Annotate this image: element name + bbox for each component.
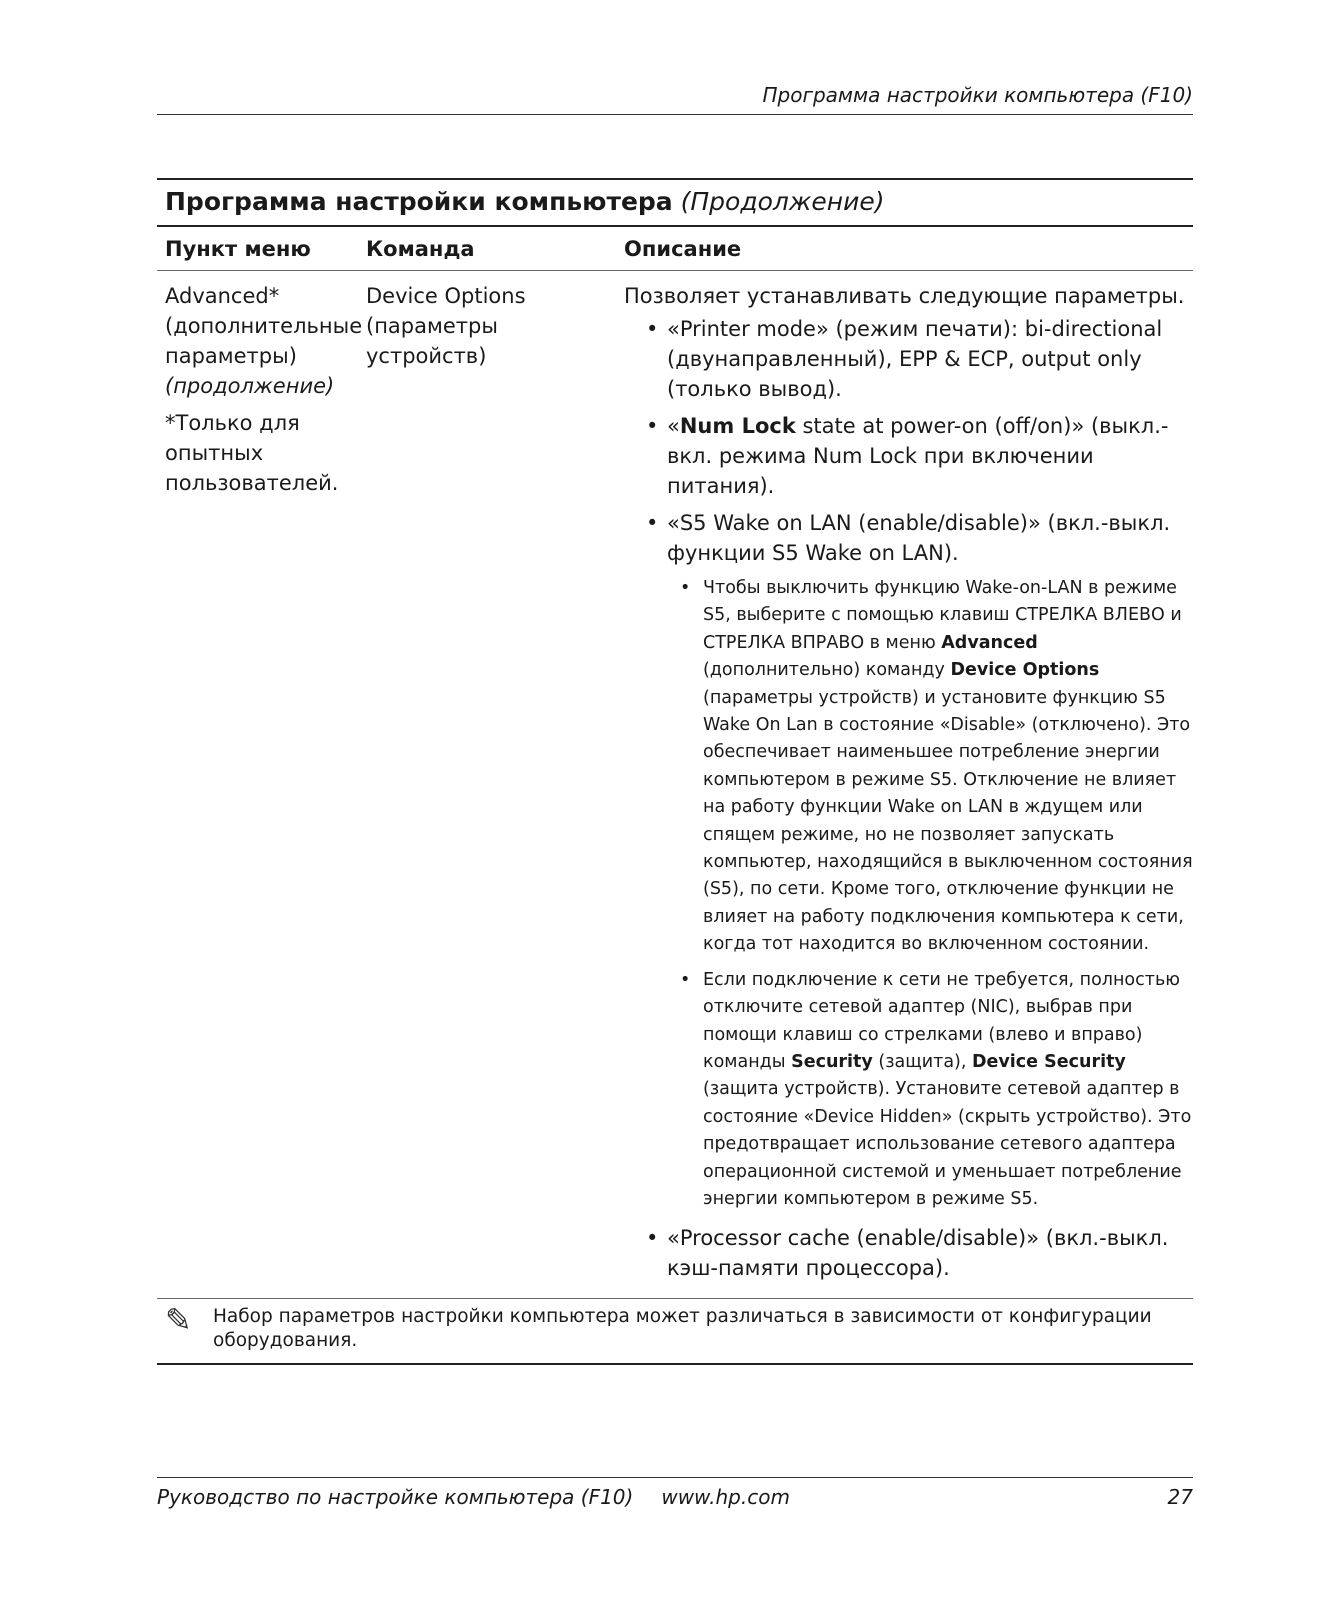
table-title-main: Программа настройки компьютера	[165, 187, 673, 216]
list-item-printer-mode: • «Printer mode» (режим печати): bi-directional (двунаправленный), EPP & ECP, output only (только вывод).	[624, 314, 1193, 404]
list-item-num-lock: • «Num Lock state at power-on (off/on)» (выкл.-вкл. режима Num Lock при включении питания).	[624, 411, 1193, 501]
bullet-icon: •	[646, 511, 659, 535]
bullet-icon: •	[646, 414, 659, 438]
list-item-processor-cache: • «Processor cache (enable/disable)» (вкл.-выкл. кэш-памяти процессора).	[624, 1223, 1193, 1283]
description-intro: Позволяет устанавливать следующие параметры.	[624, 284, 1185, 308]
menu-item-continued: (продолжение)	[165, 374, 335, 398]
list-item-disable-nic: • Если подключение к сети не требуется, полностью отключите сетевой адаптер (NIC), выбрав при помощи клавиш со стрелками (влево и вправо) команды Security (защита), Device Security (защита устройств). Установите сетевой адаптер в состояние «Device Hidden» (скрыть устройство). Это предотвращает использование сетевого адаптера операционной системой и уменьшает потребление энергии компьютером в режиме S5.	[624, 967, 1193, 1214]
menu-item-subtitle: (дополнительные параметры)	[165, 314, 363, 368]
bullet-icon: •	[646, 317, 659, 341]
footer-guide-title: Руководство по настройке компьютера (F10)	[157, 1485, 634, 1509]
table-title-continued: (Продолжение)	[680, 187, 885, 216]
page-number: 27	[1167, 1485, 1193, 1509]
column-header-description: Описание	[624, 237, 742, 261]
command-name: Device Options	[366, 284, 526, 308]
command-cell	[360, 281, 624, 1290]
table-row	[157, 271, 1193, 1290]
description-cell	[624, 281, 1193, 1290]
option-list-continued	[624, 1223, 1193, 1283]
page-footer	[157, 1477, 1193, 1510]
bullet-icon: •	[680, 578, 691, 598]
list-item-s5-wake-on-lan: • «S5 Wake on LAN (enable/disable)» (вкл.-выкл. функции S5 Wake on LAN).	[624, 508, 1193, 568]
footer-url: www.hp.com	[661, 1485, 790, 1509]
column-header-menu-item: Пункт меню	[165, 237, 311, 261]
note	[157, 1298, 1193, 1365]
list-item-disable-wol: • Чтобы выключить функцию Wake-on-LAN в режиме S5, выберите с помощью клавиш СТРЕЛКА ВЛЕВО и СТРЕЛКА ВПРАВО в меню Advanced (дополнительно) команду Device Options (параметры устройств) и установите функцию S5 Wake On Lan в состояние «Disable» (отключено). Это обеспечивает наименьшее потребление энергии компьютером в режиме S5. Отключение не влияет на работу функции Wake on LAN в ждущем или спящем режиме, но не позволяет запускать компьютер, находящийся в выключенном состояния (S5), по сети. Кроме того, отключение функции не влияет на работу подключения компьютера к сети, когда тот находится во включенном состоянии.	[624, 575, 1193, 959]
column-header-command: Команда	[366, 237, 475, 261]
running-header: Программа настройки компьютера (F10)	[157, 82, 1193, 115]
pencil-note-icon: ✎	[165, 1301, 192, 1340]
table-header-row	[157, 227, 1193, 271]
bullet-icon: •	[646, 1226, 659, 1251]
settings-table	[157, 178, 1193, 1365]
table-title	[157, 178, 1193, 227]
s5-sub-list	[624, 575, 1193, 1213]
menu-item-footnote: *Только для опытных пользователей.	[165, 411, 339, 495]
option-list	[624, 314, 1193, 568]
menu-item-name: Advanced*	[165, 284, 280, 308]
note-text: Набор параметров настройки компьютера может различаться в зависимости от конфигурации оборудования.	[213, 1306, 1152, 1352]
bullet-icon: •	[680, 969, 691, 990]
command-subtitle: (параметры устройств)	[366, 314, 498, 368]
menu-item-cell	[157, 281, 363, 1290]
